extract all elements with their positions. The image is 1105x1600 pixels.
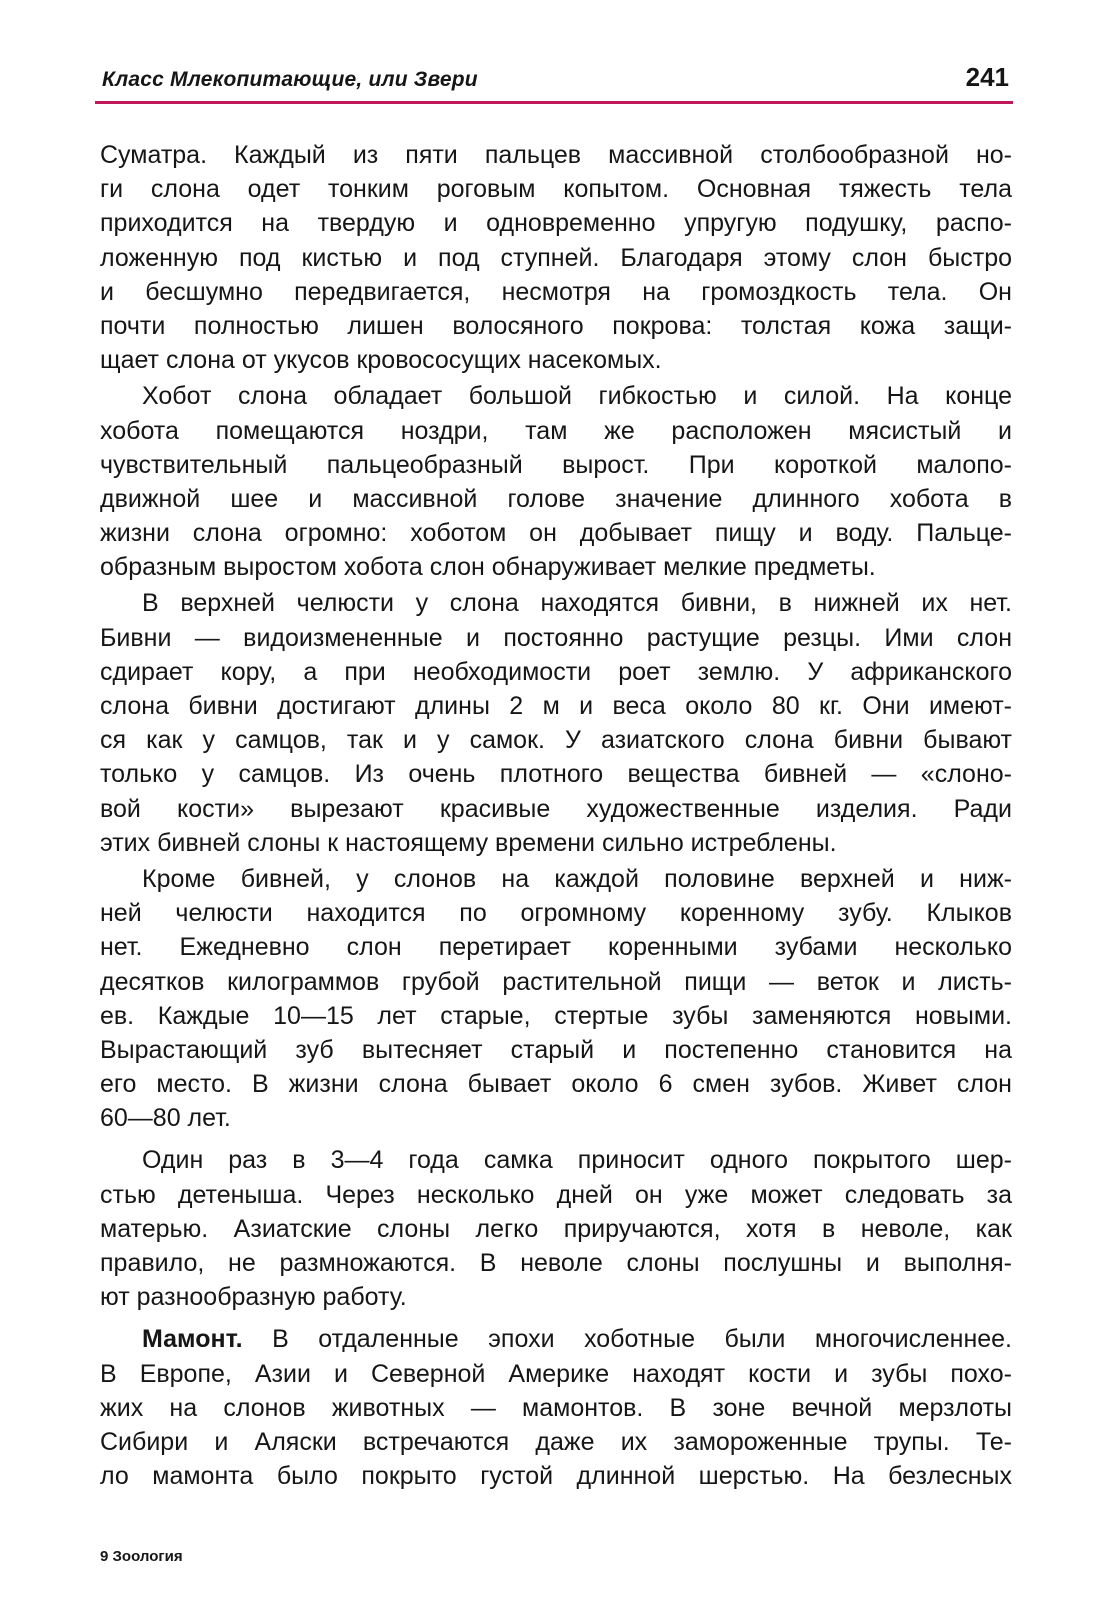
text-line: 60—80 лет. (100, 1104, 231, 1133)
text-line: ней челюсти находится по огромному коренному зубу. Клыков (100, 899, 1012, 928)
text-line: матерью. Азиатские слоны легко приручаются, хотя в неволе, как (100, 1214, 1012, 1243)
text-line: этих бивней слоны к настоящему времени сильно истреблены. (100, 828, 837, 857)
text-line: Хобот слона обладает большой гибкостью и силой. На конце (142, 382, 1012, 411)
header-rule (95, 101, 1013, 104)
text-line: ев. Каждые 10—15 лет старые, стертые зубы заменяются новыми. (100, 1001, 1012, 1030)
text-line: Суматра. Каждый из пяти пальцев массивной столбообразной но- (100, 141, 1012, 169)
text-line: хобота помещаются ноздри, там же расположен мясистый и (100, 416, 1012, 445)
text-line: Один раз в 3—4 года самка приносит одного покрытого шер- (142, 1146, 1012, 1175)
text-line: ложенную под кистью и под ступней. Благодаря этому слон быстро (100, 243, 1012, 272)
text-line: правило, не размножаются. В неволе слоны послушны и выполня- (100, 1249, 1012, 1277)
text-line: ся как у самцов, так и у самок. У азиатского слона бивни бывают (100, 726, 1012, 755)
body-text (100, 138, 1012, 1493)
text-line: ют разнообразную работу. (100, 1283, 407, 1312)
running-title: Класс Млекопитающие, или Звери (102, 68, 478, 91)
paragraph (100, 862, 1012, 1136)
paragraph-gap (100, 1314, 1012, 1322)
text-line: жизни слона огромно: хоботом он добывает пищу и воду. Пальце- (100, 519, 1012, 548)
page-number: 241 (965, 62, 1009, 92)
text-line: только у самцов. Из очень плотного вещества бивней — «слоно- (100, 760, 1012, 789)
text-line: и бесшумно передвигается, несмотря на громоздкость тела. Он (100, 277, 1012, 306)
text-line: вой кости» вырезают красивые художественные изделия. Ради (100, 794, 1012, 823)
text-line: ги слона одет тонким роговым копытом. Основная тяжесть тела (100, 175, 1012, 204)
text-line: приходится на твердую и одновременно упругую подушку, распо- (100, 209, 1012, 238)
paragraph (100, 586, 1012, 860)
text-line: его место. В жизни слона бывает около 6 смен зубов. Живет слон (100, 1070, 1012, 1099)
text-line: В Европе, Азии и Северной Америке находят кости и зубы похо- (100, 1359, 1012, 1388)
text-line: Сибири и Аляски встречаются даже их замороженные трупы. Те- (100, 1427, 1012, 1456)
text-line: ло мамонта было покрыто густой длинной шерстью. На безлесных (100, 1462, 1012, 1491)
paragraph-gap (100, 1135, 1012, 1143)
text-line: десятков килограммов грубой растительной пищи — веток и листь- (100, 967, 1012, 996)
text-line: Вырастающий зуб вытесняет старый и постепенно становится на (100, 1035, 1012, 1064)
text-line: В верхней челюсти у слона находятся бивни, в нижней их нет. (142, 589, 1012, 618)
bold-term: Мамонт. (142, 1325, 243, 1354)
page-header (102, 60, 1013, 100)
text-line: слона бивни достигают длины 2 м и веса около 80 кг. Они имеют- (100, 692, 1012, 720)
text-line: щает слона от укусов кровососущих насекомых. (100, 346, 662, 375)
text-line: сдирает кору, а при необходимости роет землю. У африканского (100, 657, 1012, 686)
paragraph (100, 1143, 1012, 1314)
text-line (100, 1322, 1012, 1356)
text-line: Кроме бивней, у слонов на каждой половине верхней и ниж- (142, 864, 1012, 893)
paragraph (100, 1322, 1012, 1493)
text-line: чувствительный пальцеобразный вырост. При короткой малопо- (100, 450, 1012, 479)
text-line: нет. Ежедневно слон перетирает коренными зубами несколько (100, 933, 1012, 962)
text-line: почти полностью лишен волосяного покрова: толстая кожа защи- (100, 311, 1012, 340)
text-line: образным выростом хобота слон обнаруживает мелкие предметы. (100, 553, 876, 582)
text-line: Бивни — видоизмененные и постоянно растущие резцы. Ими слон (100, 623, 1012, 652)
text-line: жих на слонов животных — мамонтов. В зоне вечной мерзлоты (100, 1393, 1012, 1422)
text-line: движной шее и массивной голове значение длинного хобота в (100, 484, 1012, 513)
text-line: стью детеныша. Через несколько дней он уже может следовать за (100, 1180, 1012, 1209)
paragraph (100, 379, 1012, 584)
paragraph (100, 138, 1012, 377)
footer-signature: 9 Зоология (100, 1548, 183, 1565)
line-text: В отдаленные эпохи хоботные были многочисленнее. (242, 1325, 1012, 1354)
